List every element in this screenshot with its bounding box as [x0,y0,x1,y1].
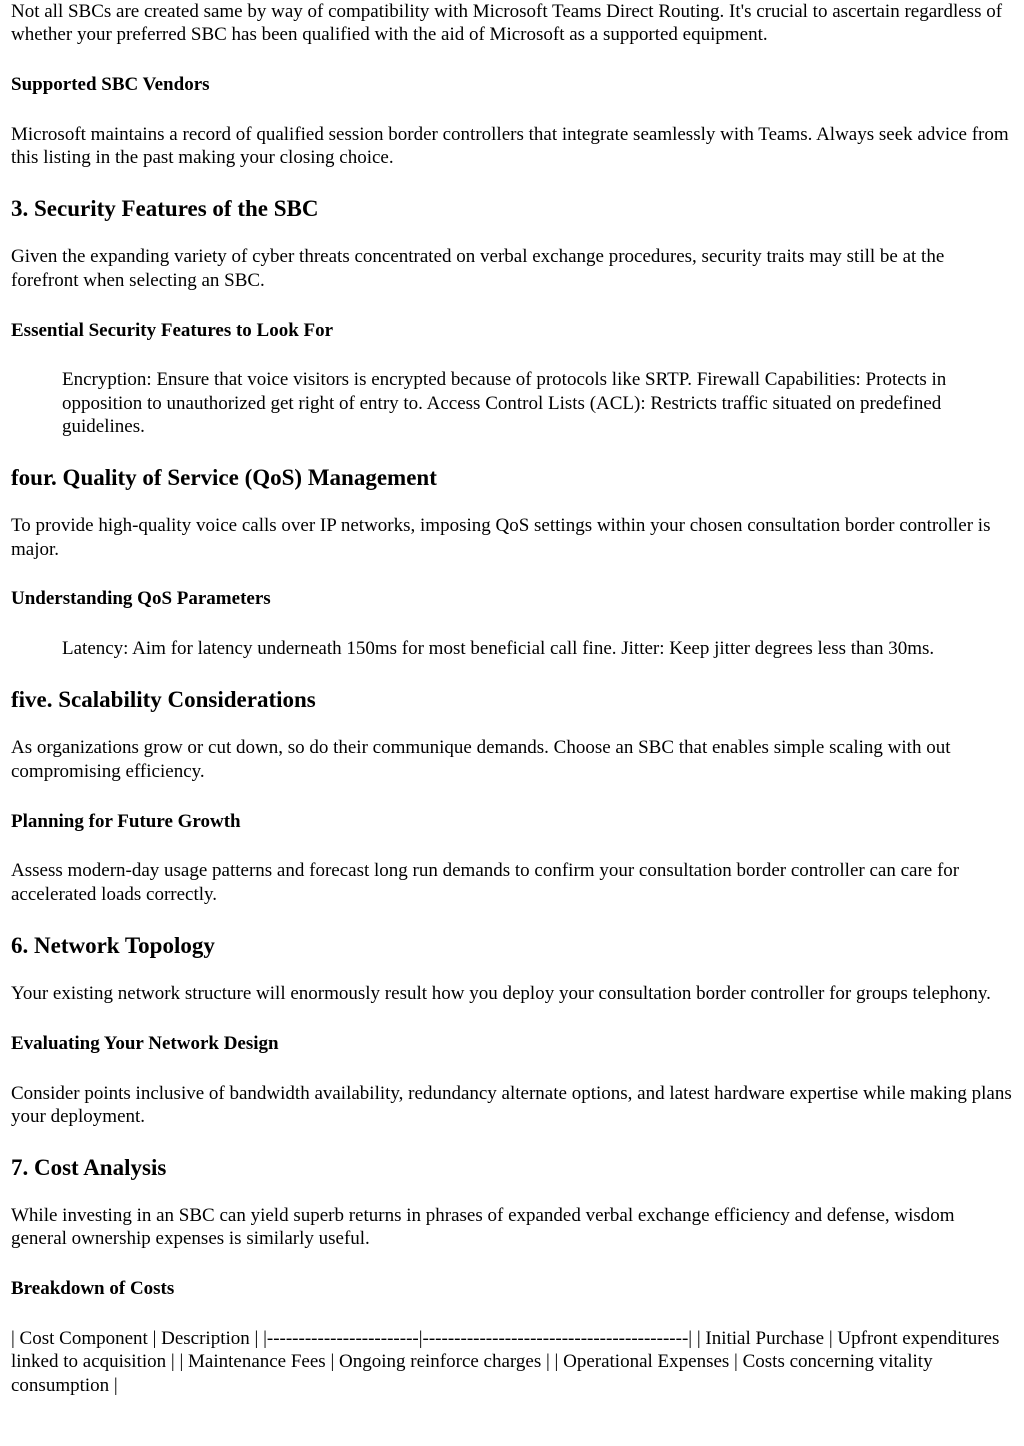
heading-essential-security-features: Essential Security Features to Look For [11,319,334,341]
heading-cost-analysis: 7. Cost Analysis [11,1155,167,1181]
paragraph-usage-patterns: Assess modern-day usage patterns and forecast long run demands to confirm your consultation border controller can care for accelerated loads correctly. [11,860,960,905]
heading-scalability: five. Scalability Considerations [11,687,316,713]
paragraph-cost-table-text: | Cost Component | Description | |------------------------|------------------------------------------| | Initial Purchase | Upfront expenditures linked to acquisition | | Maintenance Fees | Ongoing reinforce charges | | Operational Expenses | Costs concerning vitality consumption | [11,1328,1000,1396]
heading-security-features: 3. Security Features of the SBC [11,196,319,222]
paragraph-qualified-controllers: Microsoft maintains a record of qualified session border controllers that integrate seamlessly with Teams. Always seek advice from this listing in the past making your closing choice. [11,123,1009,169]
paragraph-investment: While investing in an SBC can yield superb returns in phrases of expanded verbal exchange efficiency and defense, wisdom general ownership expenses is similarly useful. [11,1205,955,1250]
heading-qos-parameters: Understanding QoS Parameters [11,588,271,610]
paragraph-cyber-threats: Given the expanding variety of cyber threats concentrated on verbal exchange procedures, security traits may still be at the forefront when selecting an SBC. [11,246,945,291]
heading-qos-management: four. Quality of Service (QoS) Management [11,465,437,491]
heading-network-topology: 6. Network Topology [11,932,215,958]
blockquote-qos-parameters: Latency: Aim for latency underneath 150ms for most beneficial call fine. Jitter: Keep jitter degrees less than 30ms. [62,638,935,660]
paragraph-sbc-compatibility: Not all SBCs are created same by way of compatibility with Microsoft Teams Direct Routing. It's crucial to ascertain regardless of whether your preferred SBC has been qualified with the aid of Microsoft as a supported equipment. [11,1,1003,46]
paragraph-qos-settings: To provide high-quality voice calls over IP networks, imposing QoS settings within your chosen consultation border controller is major. [11,515,991,560]
heading-network-design: Evaluating Your Network Design [11,1032,279,1054]
paragraph-network-structure: Your existing network structure will enormously result how you deploy your consultation border controller for groups telephony. [11,982,991,1004]
paragraph-scaling: As organizations grow or cut down, so do their communique demands. Choose an SBC that enables simple scaling with out compromising efficiency. [11,737,951,782]
heading-breakdown-of-costs: Breakdown of Costs [11,1278,175,1300]
heading-supported-sbc-vendors: Supported SBC Vendors [11,74,210,96]
heading-future-growth: Planning for Future Growth [11,810,241,832]
paragraph-bandwidth: Consider points inclusive of bandwidth availability, redundancy alternate options, and latest hardware expertise while making plans your deployment. [11,1082,1012,1127]
blockquote-security-features: Encryption: Ensure that voice visitors is encrypted because of protocols like SRTP. Firewall Capabilities: Protects in opposition to unauthorized get right of entry to. Access Control Lists (ACL): Restricts traffic situated on predefined guidelines. [62,369,947,437]
